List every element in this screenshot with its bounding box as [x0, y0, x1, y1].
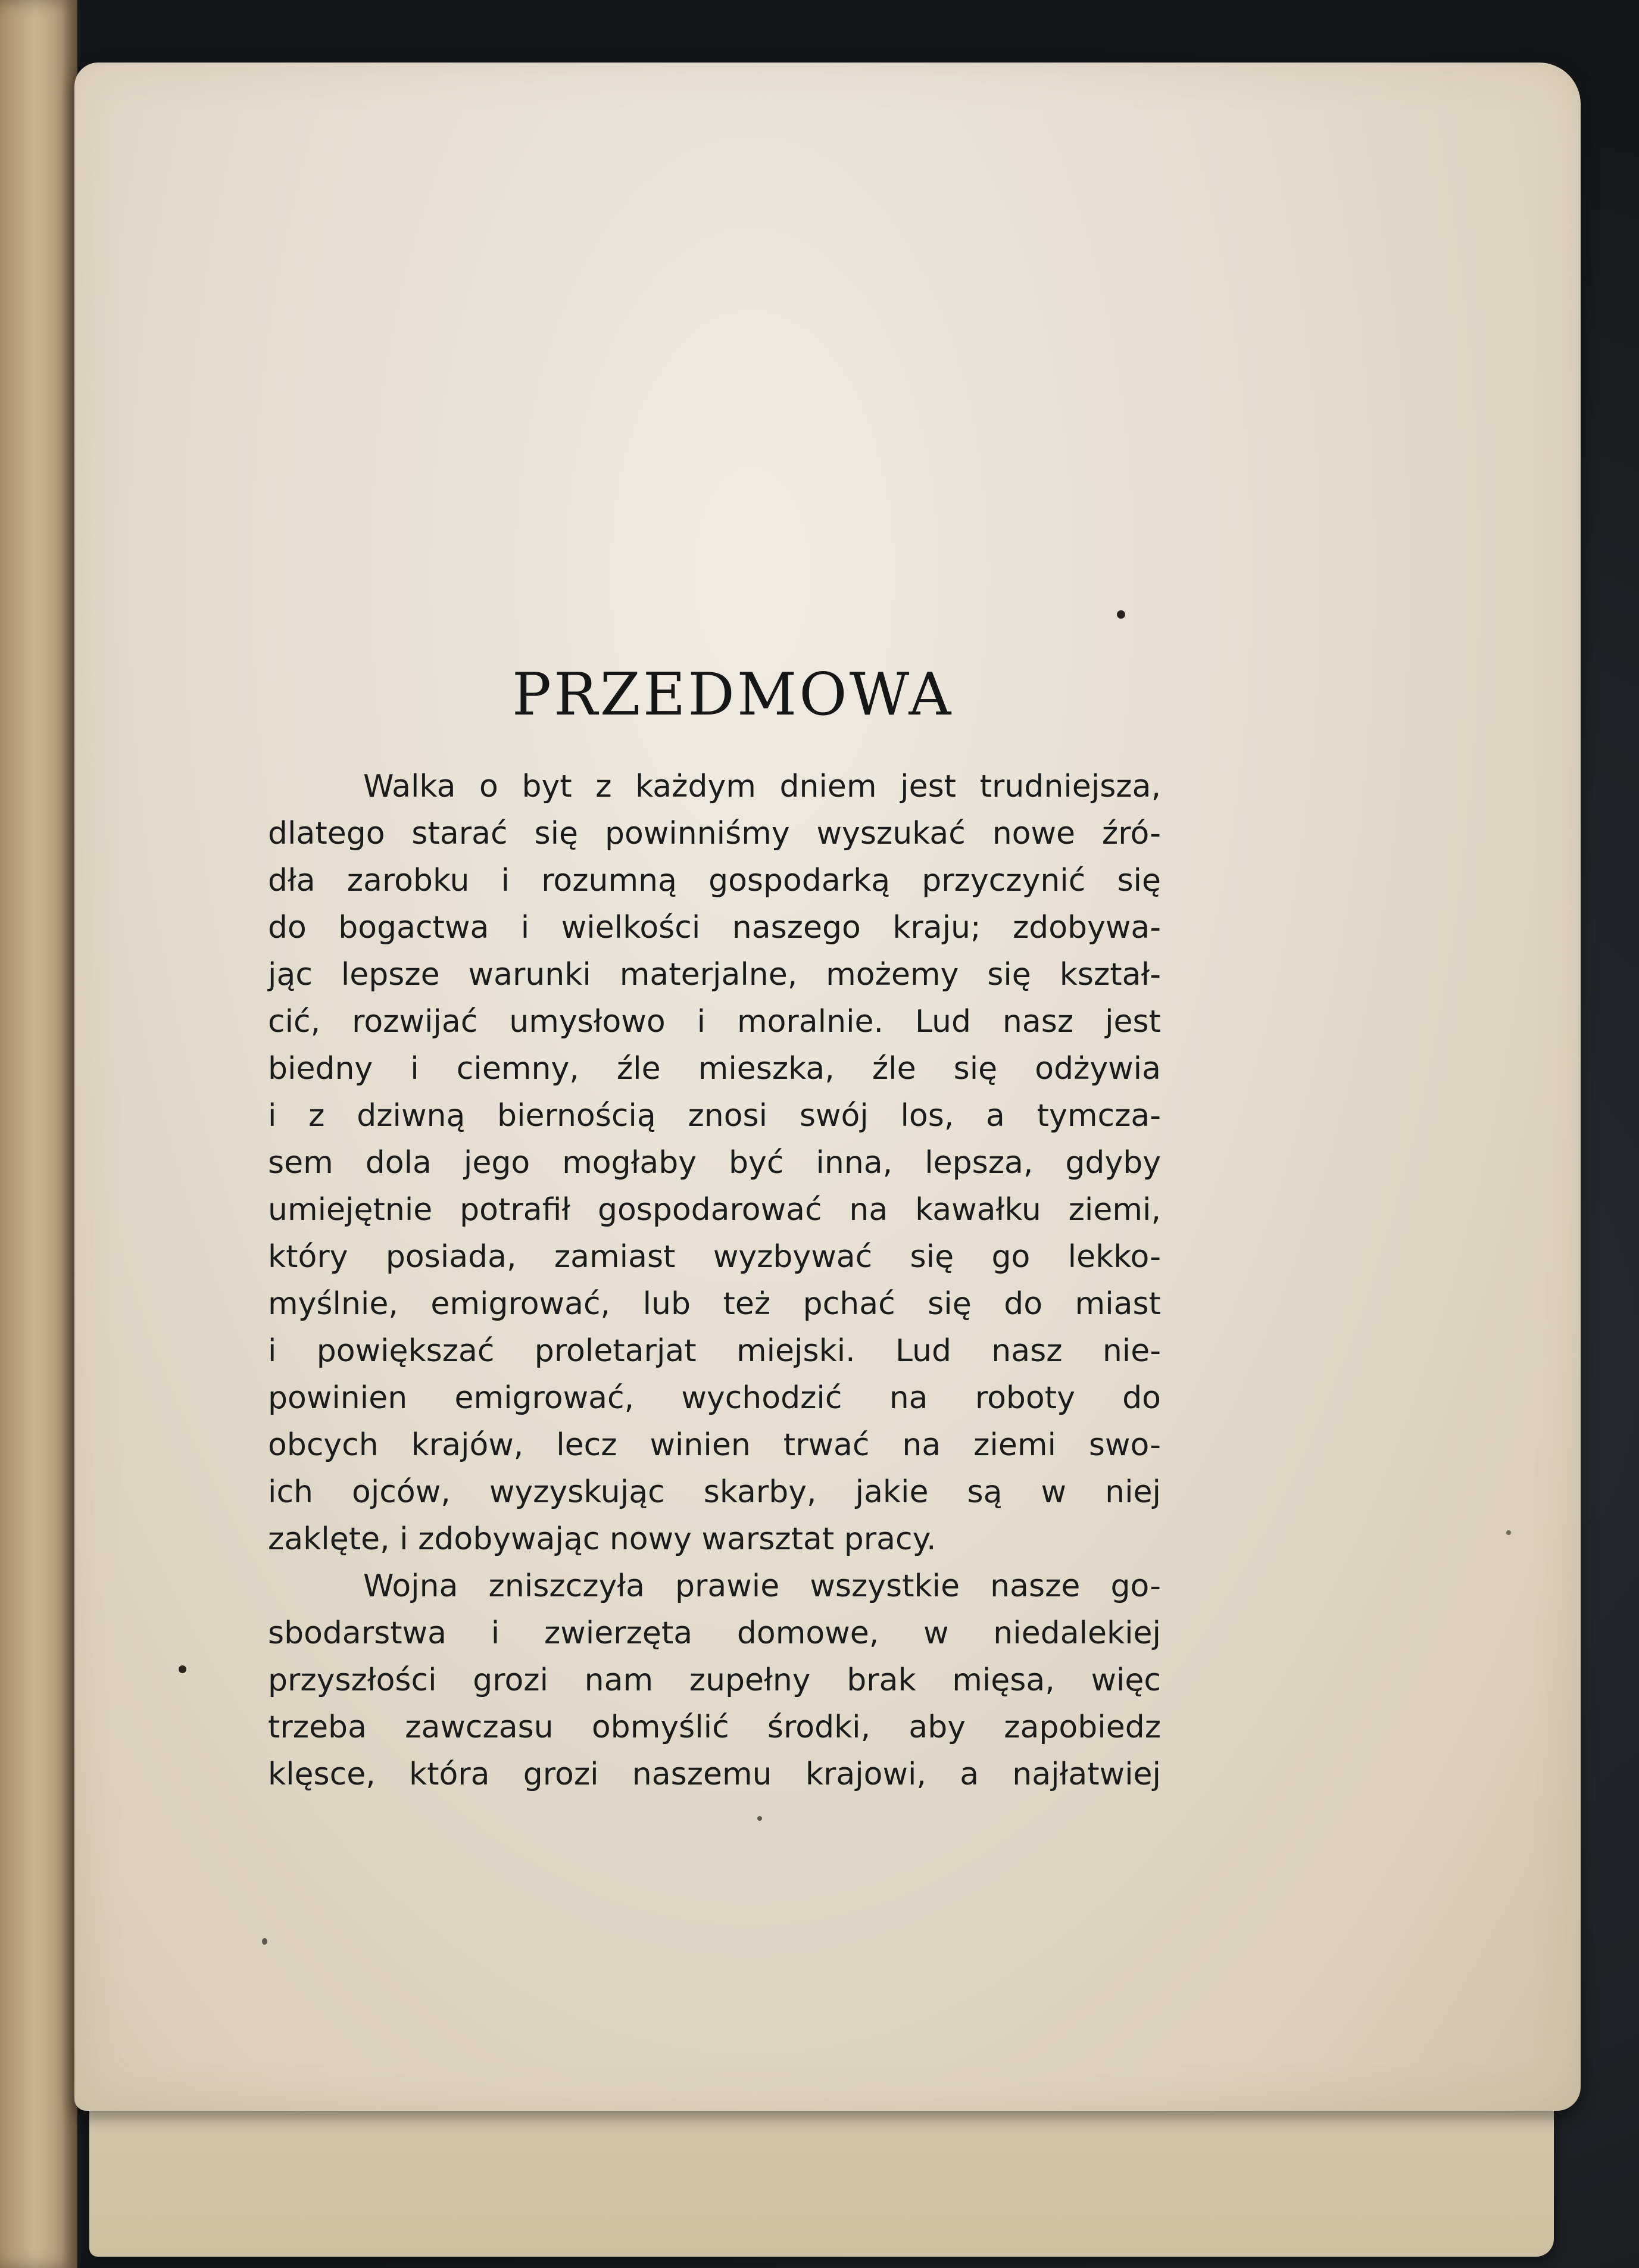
text-line: jąc lepsze warunki materjalne, możemy się kształ- [268, 957, 1161, 993]
text-line: trzeba zawczasu obmyślić środki, aby zapobiedz [268, 1709, 1161, 1745]
ink-speck [179, 1665, 186, 1673]
text-line: cić, rozwijać umysłowo i moralnie. Lud nasz jest [268, 1004, 1161, 1040]
facing-page-edge [0, 0, 77, 2268]
text-line: myślnie, emigrować, lub też pchać się do miast [268, 1286, 1161, 1322]
ink-speck [757, 1816, 762, 1821]
text-line: i z dziwną biernością znosi swój los, a tymcza- [268, 1098, 1161, 1134]
ink-speck [262, 1938, 267, 1945]
text-line: biedny i ciemny, źle mieszka, źle się odżywia [268, 1051, 1161, 1087]
text-line: powinien emigrować, wychodzić na roboty do [268, 1380, 1161, 1416]
text-line: zaklęte, i zdobywając nowy warsztat pracy. [268, 1521, 936, 1557]
text-line: klęsce, która grozi naszemu krajowi, a najłatwiej [268, 1757, 1161, 1792]
text-line: który posiada, zamiast wyzbywać się go lekko- [268, 1239, 1161, 1275]
ink-speck [1506, 1530, 1511, 1535]
text-line: obcych krajów, lecz winien trwać na ziemi swo- [268, 1427, 1161, 1463]
text-line: Walka o byt z każdym dniem jest trudniejsza, [363, 769, 1161, 804]
text-line: ich ojców, wyzyskując skarby, jakie są w niej [268, 1474, 1161, 1510]
text-line: do bogactwa i wielkości naszego kraju; zdobywa- [268, 910, 1161, 946]
text-line: dła zarobku i rozumną gospodarką przyczynić się [268, 863, 1161, 899]
paragraph-1 [268, 763, 1161, 1563]
text-line: sem dola jego mogłaby być inna, lepsza, gdyby [268, 1145, 1161, 1181]
text-line: Wojna zniszczyła prawie wszystkie nasze go- [363, 1568, 1161, 1604]
text-line: dlatego starać się powinniśmy wyszukać nowe źró- [268, 816, 1161, 851]
page-title: PRZEDMOWA [512, 661, 954, 729]
body-text [268, 763, 1161, 1798]
paragraph-2 [268, 1563, 1161, 1798]
text-line: przyszłości grozi nam zupełny brak mięsa, więc [268, 1662, 1161, 1698]
text-line: umiejętnie potrafił gospodarować na kawałku ziemi, [268, 1192, 1161, 1228]
text-line: sbodarstwa i zwierzęta domowe, w niedalekiej [268, 1615, 1161, 1651]
text-line: i powiększać proletarjat miejski. Lud nasz nie- [268, 1333, 1161, 1369]
ink-speck [1117, 610, 1125, 619]
